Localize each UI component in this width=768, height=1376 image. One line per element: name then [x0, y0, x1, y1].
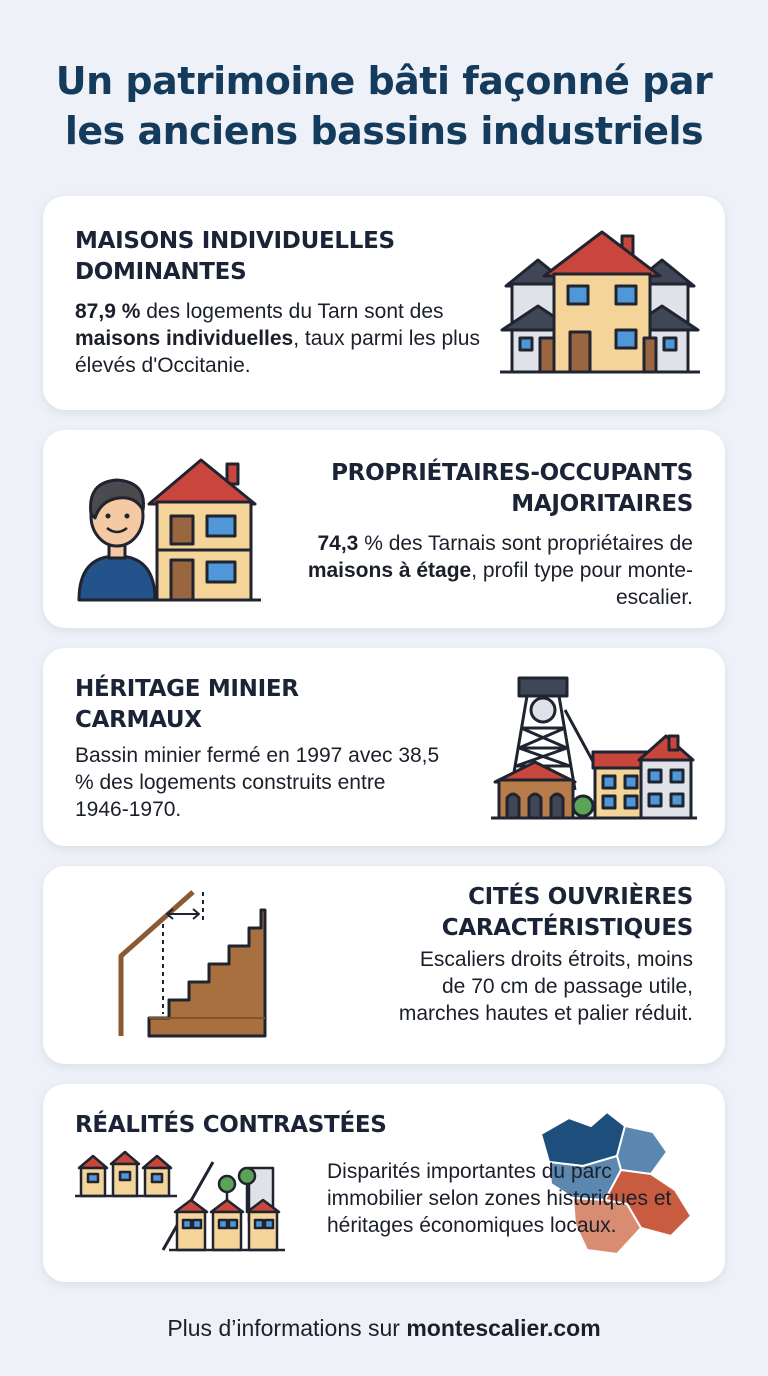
stat-value: 74,3: [317, 532, 359, 555]
card-individual-houses: [43, 196, 725, 410]
mine-headframe-icon: [491, 670, 697, 824]
page-title-line-1: Un patrimoine bâti façonné par: [55, 59, 713, 103]
heading-line-1: HÉRITAGE MINIER: [75, 676, 299, 702]
card-text: [293, 530, 693, 611]
text-part: des logements du Tarn sont des: [140, 300, 444, 323]
card-worker-housing: [43, 866, 725, 1064]
page-title: [0, 56, 768, 156]
heading-line-1: RÉALITÉS CONTRASTÉES: [75, 1112, 387, 1138]
footer-website-link[interactable]: montescalier.com: [406, 1315, 601, 1341]
town-contrast-icon: [73, 1150, 313, 1260]
text-bold: maisons individuelles: [75, 327, 294, 350]
card-heading: [75, 1110, 387, 1141]
text-bold: maisons à étage: [307, 559, 472, 582]
card-text: Escaliers droits étroits, moins de 70 cm de passage utile, marches hautes et palier réduit.: [398, 948, 693, 1025]
card-heading: [331, 458, 693, 520]
page-title-line-2: les anciens bassins industriels: [64, 109, 704, 153]
heading-line-2: CARACTÉRISTIQUES: [441, 915, 693, 941]
stat-value: 87,9 %: [75, 300, 141, 323]
owner-house-icon: [71, 456, 267, 606]
heading-line-1: CITÉS OUVRIÈRES: [468, 884, 693, 910]
card-heading: [75, 226, 395, 288]
card-mining-heritage: [43, 648, 725, 846]
heading-line-2: DOMINANTES: [75, 259, 247, 285]
card-text: Disparités importantes du parc immobilier selon zones historiques et héritages économiques locaux.: [327, 1160, 672, 1237]
heading-line-1: PROPRIÉTAIRES-OCCUPANTS: [331, 460, 693, 486]
narrow-stairs-icon: [113, 884, 273, 1044]
card-text: Bassin minier fermé en 1997 avec 38,5 % des logements construits entre 1946-1970.: [75, 744, 440, 821]
heading-line-2: CARMAUX: [75, 707, 202, 733]
text-part: , profil type pour monte-escalier.: [471, 559, 693, 609]
card-heading: [75, 674, 299, 736]
footer-more-info: [0, 1315, 768, 1342]
card-heading: [442, 882, 693, 944]
text-part: , taux parmi les plus élevés d'Occitanie.: [75, 327, 480, 377]
card-owner-occupiers: [43, 430, 725, 628]
heading-line-1: MAISONS INDIVIDUELLES: [75, 228, 395, 254]
card-text: [75, 298, 485, 379]
houses-icon: [498, 226, 702, 386]
heading-line-2: MAJORITAIRES: [511, 491, 693, 517]
text-part: % des Tarnais sont propriétaires de: [358, 532, 693, 555]
card-contrasted-realities: [43, 1084, 725, 1282]
footer-text: Plus d’informations sur: [167, 1315, 407, 1341]
